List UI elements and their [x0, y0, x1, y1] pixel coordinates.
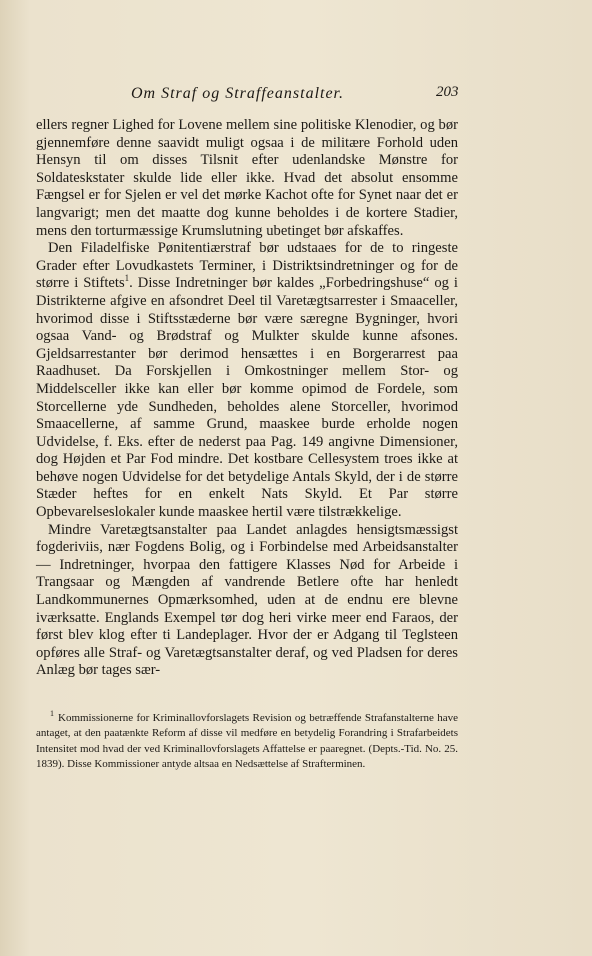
footnote-reference: 1	[124, 273, 130, 284]
footnote-mark: 1	[50, 709, 54, 719]
running-header	[36, 84, 459, 104]
paragraph: ellers regner Lighed for Lovene mellem sine politiske Klenodier, og bør gjennemføre denne saavidt muligt ogsaa i de militære Forhold uden Hensyn til om disses Tilsnit efter udenlandske Mønstre for Soldateskstater skulde lide eller ikke. Hvad det absolut ensomme Fængsel er for Sjelen er vel det mørke Kachot ofte for Synet naar det er langvarigt; men det maatte dog kunne beholdes i de kortere Stadier, mens den torturmæssige Krumslutning ubetinget bør afskaffes.	[36, 117, 458, 239]
page-number: 203	[436, 84, 459, 100]
footnote	[36, 711, 458, 773]
paragraph-text: Den Filadelfiske Pønitentiærstraf bør udstaaes for de to ringeste Grader efter Lovudkastets Terminer, i Distriktsindretninger og for de større i Stiftets	[36, 240, 458, 292]
body-text	[36, 117, 458, 680]
paragraph: Den Filadelfiske Pønitentiærstraf bør udstaaes for de to ringeste Grader efter Lovudkastets Terminer, i Distriktsindretninger og for de større i Stiftets$^1$. Disse Indretninger bør kaldes „Forbedringshuse“ og i Distrikterne afgive en afsondret Deel til Varetægtsarrester i Smaaceller, hvorimod disse i Stiftsstæderne bør være særegne Bygninger, hvori ogsaa Vand- og Brødstraf og Mulkter skulde kunne afsones. Gjeldsarrestanter bør derimod hensættes i en Borgerarrest paa Raadhuset. Da Forskjellen i Omkostninger mellem Stor- og Middelsceller ikke kan eller bør komme opimod de Fordele, som Storcellerne yde Sundheden, beholdes alene Storceller, hvorimod Smaacellerne, af samme Grund, maaskee burde erholde nogen Udvidelse, f. Eks. efter de nederst paa Pag. 149 angivne Dimensioner, dog Højden et Par Fod mindre. Det kostbare Cellesystem troes ikke at behøve nogen Udvidelse for det betydelige Antals Skyld, der i de større Stæder heftes for en enkelt Nats Skyld. Et Par større Opbevarelseslokaler kunde maaskee hertil være tilstrækkelige.	[36, 240, 458, 521]
running-title: Om Straf og Straffeanstalter.	[131, 85, 345, 102]
footnote-text: Kommissionerne for Kriminallovforslagets Revision og betræffende Strafanstalterne have antaget, at den paatænkte Reform af disse vil medføre en betydelig Forandring i Strafarbeidets Intensitet mod hvad der ved Kriminallovforslagets Affattelse er paaregnet. (Depts.-Tid. No. 25. 1839). Disse Kommissioner antyde altsaa en Nedsættelse af Strafterminen.	[36, 712, 458, 771]
paragraph-text: Disse Indretninger bør kaldes „Forbedringshuse“ og i Distrikterne afgive en afsondret Deel til Varetægtsarrester i Smaaceller, hvorimod disse i Stiftsstæderne bør være særegne Bygninger, hvori ogsaa Vand- og Brødstraf og Mulkter skulde kunne afsones. Gjeldsarrestanter bør derimod hensættes i en Borgerarrest paa Raadhuset. Da Forskjellen i Omkostninger mellem Stor- og Middelsceller ikke kan eller bør komme opimod de Fordele, som Storcellerne yde Sundheden, beholdes alene Storceller, hvorimod Smaacellerne, af samme Grund, maaskee burde erholde nogen Udvidelse, f. Eks. efter de nederst paa Pag. 149 angivne Dimensioner, dog Højden et Par Fod mindre. Det kostbare Cellesystem troes ikke at behøve nogen Udvidelse for det betydelige Antals Skyld, der i de større Stæder heftes for en enkelt Nats Skyld. Et Par større Opbevarelseslokaler kunde maaskee hertil være tilstrækkelige.	[36, 275, 458, 521]
paragraph: Mindre Varetægtsanstalter paa Landet anlagdes hensigtsmæssigst fogderiviis, nær Fogdens Bolig, og i Forbindelse med Arbeidsanstalter — Indretninger, hvorpaa den fattigere Klasses Nød for Arbeide i Trangsaar og Mængden af vandrende Betlere ofte har henledt Landkommunernes Opmærksomhed, uden at de endnu ere blevne iværksatte. Englands Exempel tør dog heri virke meer end Faraos, der først blev klog efter ti Landeplager. Hvor der er Adgang til Teglsteen opføres alle Straf- og Varetægtsanstalter deraf, og ved Pladsen for deres Anlæg bør tages sær-	[36, 521, 458, 679]
